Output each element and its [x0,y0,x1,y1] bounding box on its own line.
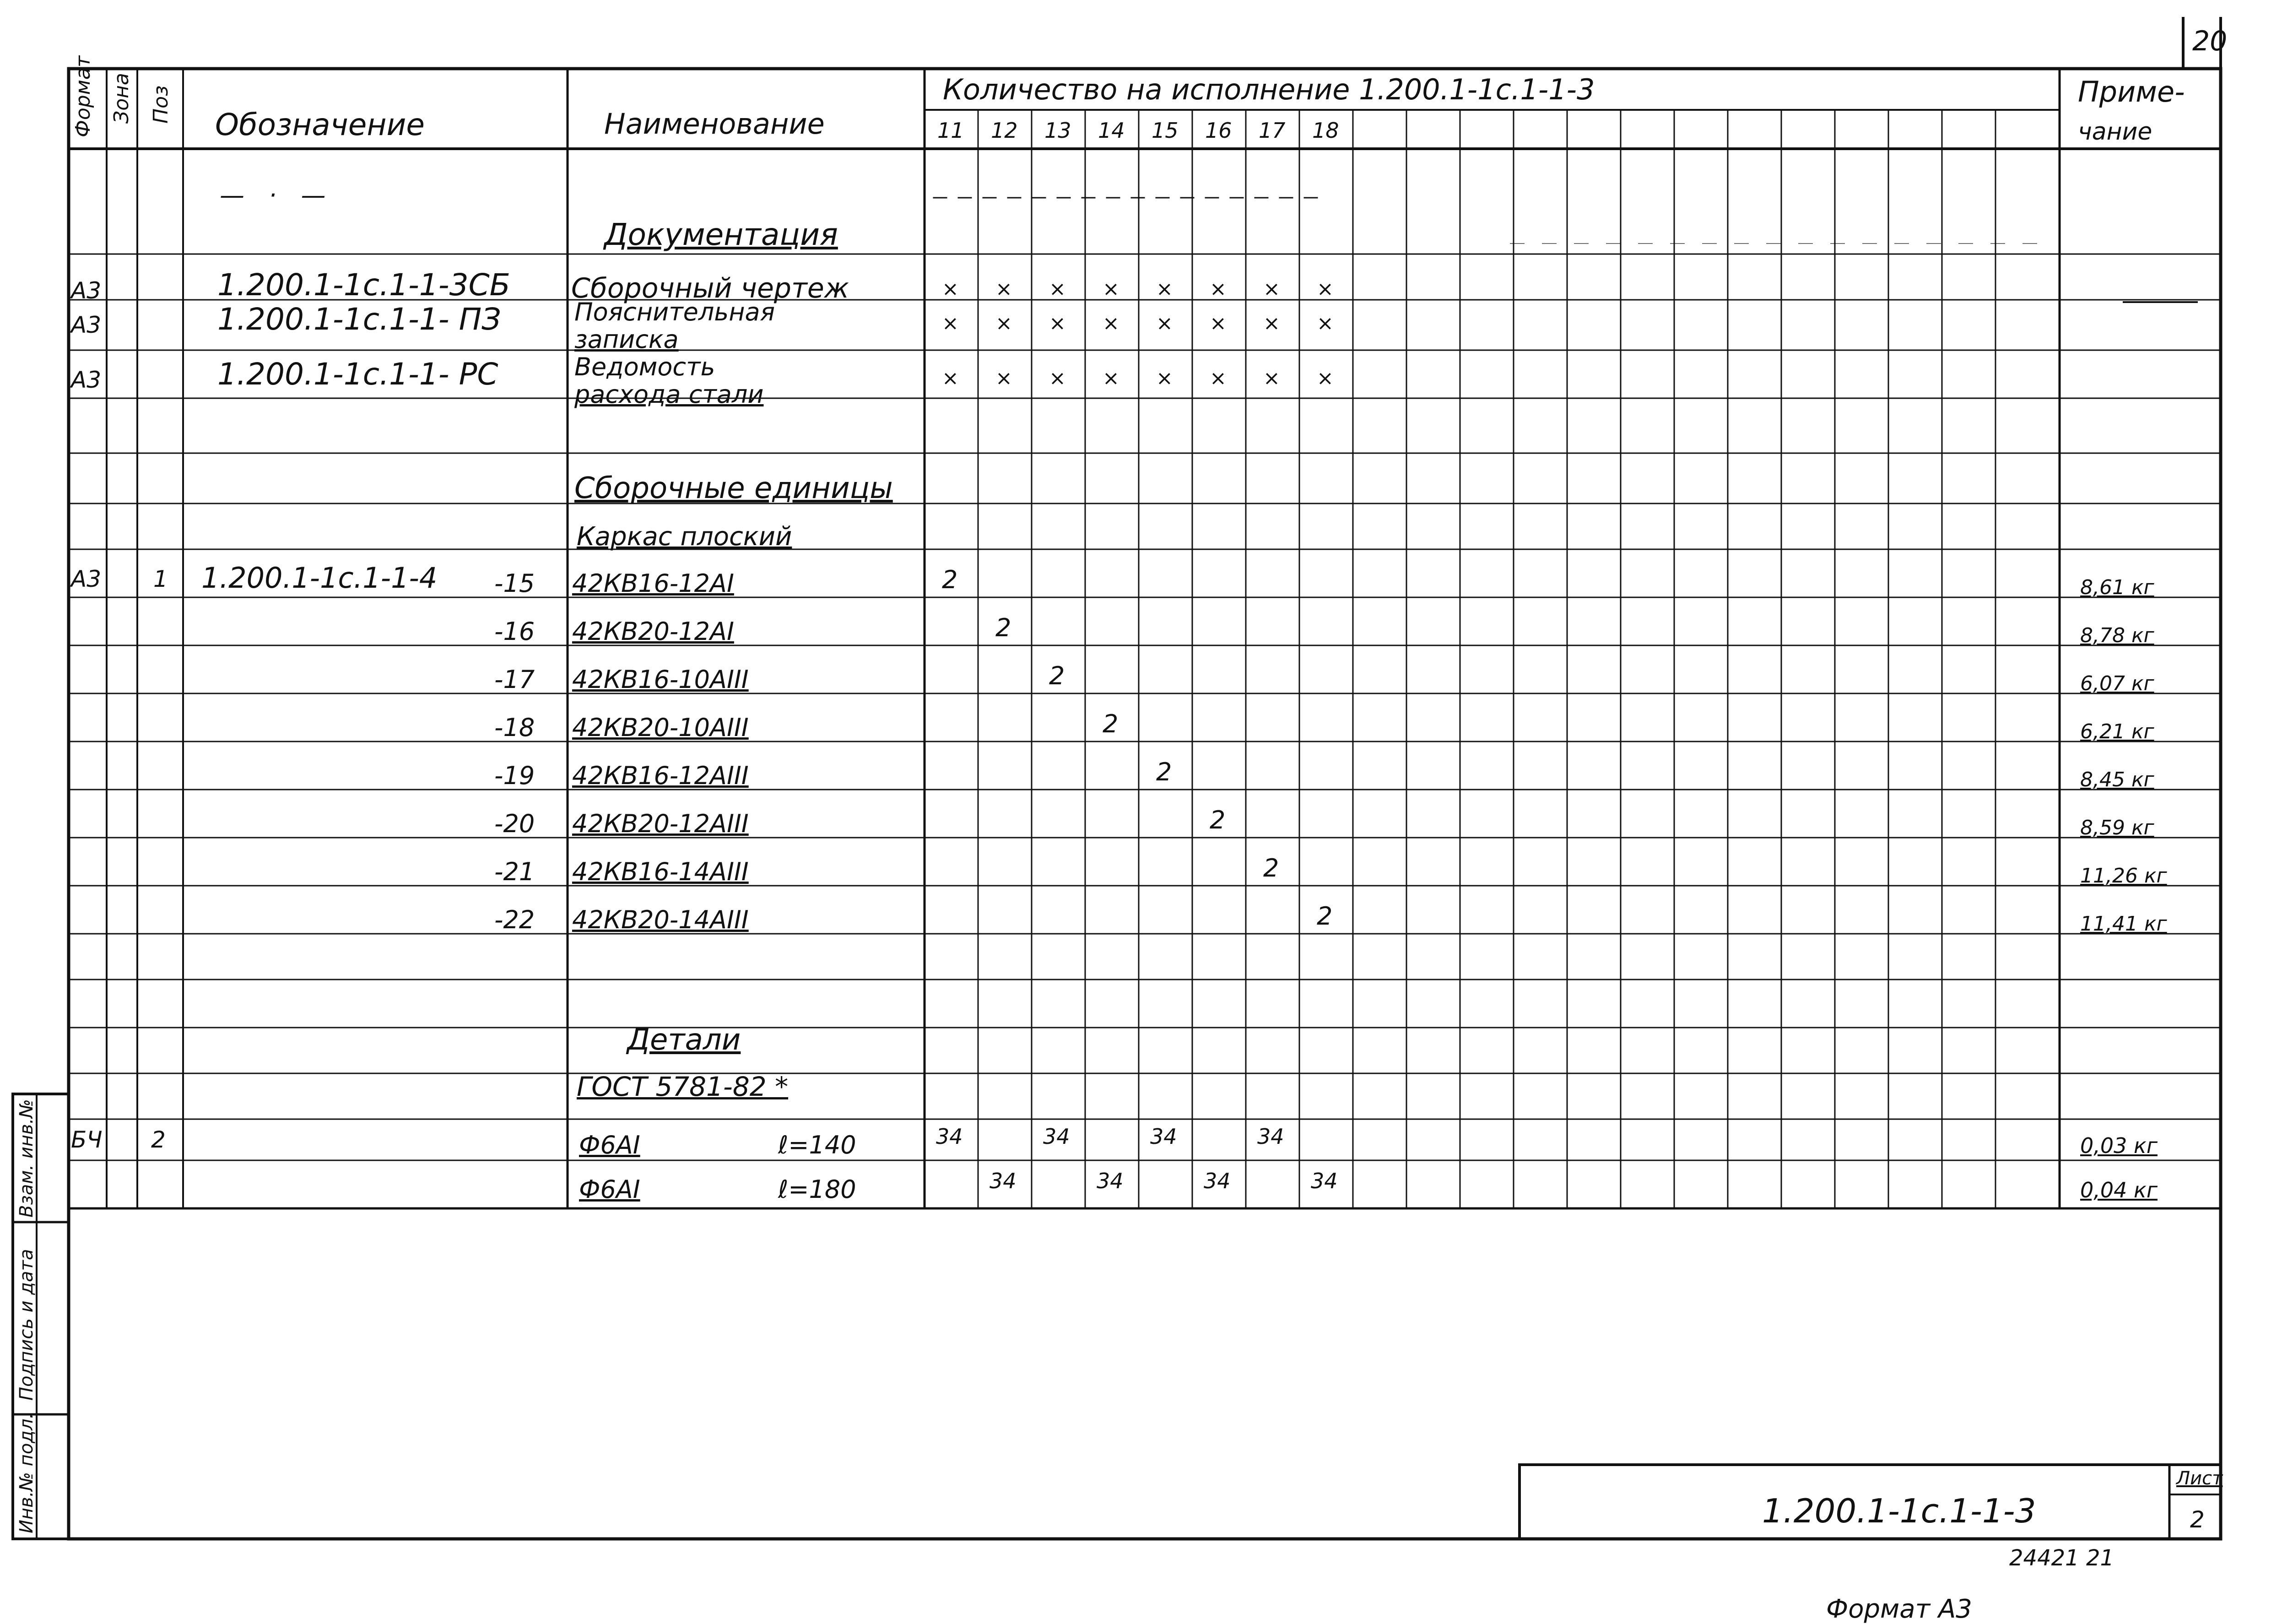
doc-mark: × [1049,312,1066,335]
frame-name: 42КВ16-12АIII [572,761,749,790]
frame-note: 8,78 кг [2080,624,2154,647]
part-pos: 2 [151,1126,166,1153]
doc-mark: × [1103,277,1119,301]
doc-designation: 1.200.1-1с.1-1- ПЗ [217,302,501,337]
section-assembly-units: Сборочные единицы [574,471,893,505]
frame-note: 8,61 кг [2080,576,2154,599]
doc-designation: 1.200.1-1с.1-1- РС [217,357,498,392]
side-stamp-replace: Взам. инв.№ [16,1099,37,1218]
frame-qty: 2 [1049,661,1065,690]
doc-name-line2: записка [574,325,679,354]
frame-suffix: -20 [494,809,535,838]
doc-name-line2: расхода стали [574,380,764,409]
doc-mark: × [1263,312,1280,335]
doc-mark: × [1156,277,1173,301]
frame-note: 6,07 кг [2080,672,2154,695]
frame-name: 42КВ20-10АIII [572,713,749,742]
part-note: 0,03 кг [2080,1133,2158,1158]
frame-suffix: -22 [494,905,535,934]
doc-mark: × [1049,367,1066,390]
bottom-numbers: 24421 21 [2009,1545,2114,1571]
frame-name: 42КВ16-12АI [572,569,734,598]
frame-suffix: -19 [494,761,535,790]
variant-header-14: 14 [1098,118,1125,143]
part-qty: 34 [990,1169,1017,1193]
part-qty: 34 [1150,1124,1177,1149]
doc-mark: × [1317,277,1334,301]
part-qty: 34 [1097,1169,1124,1193]
frame-name: 42КВ20-14АIII [572,905,749,934]
header-note-line1: Приме- [2078,75,2185,108]
frame-name: 42КВ20-12АIII [572,809,749,838]
doc-mark: × [1263,277,1280,301]
frame-qty: 2 [1317,902,1333,931]
doc-mark: × [1210,312,1227,335]
frame-qty: 2 [1103,709,1119,738]
part-format: БЧ [71,1126,103,1153]
header-format: Формат [71,55,95,137]
doc-format: А3 [71,312,102,338]
frame-note: 11,26 кг [2080,864,2167,888]
doc-mark: × [1156,312,1173,335]
frame-qty: 2 [1210,806,1226,834]
doc-mark: × [1103,367,1119,390]
doc-mark: × [1317,367,1334,390]
doc-mark: × [1317,312,1334,335]
doc-format: А3 [71,367,102,393]
variant-header-13: 13 [1044,118,1071,143]
part-qty: 34 [936,1124,963,1149]
frame-note: 6,21 кг [2080,720,2154,743]
header-zone: Зона [110,73,133,124]
doc-mark: × [942,312,959,335]
header-name: Наименование [604,107,825,141]
frame-note: 8,45 кг [2080,768,2154,791]
variant-header-17: 17 [1259,118,1286,143]
frame-suffix: -15 [494,569,535,598]
frame-pos: 1 [153,566,168,592]
doc-mark: × [1049,277,1066,301]
doc-name: Сборочный чертеж [571,272,849,304]
frame-name: 42КВ16-14АIII [572,857,749,886]
title-block-sheet-number: 2 [2190,1506,2205,1533]
frame-name: 42КВ20-12АI [572,617,734,646]
variant-header-12: 12 [991,118,1018,143]
part-name: Ф6АI [579,1175,640,1204]
doc-mark: × [942,367,959,390]
section-parts: Детали [627,1023,741,1057]
frame-format: А3 [71,566,102,592]
doc-mark: × [995,367,1012,390]
doc-mark: × [1210,277,1227,301]
frame-qty: 2 [1156,758,1172,786]
doc-name-line1: Пояснительная [574,298,775,326]
section-gost: ГОСТ 5781-82 * [577,1071,789,1102]
frame-suffix: -18 [494,713,535,742]
frame-qty: 2 [942,565,958,594]
part-length: ℓ=180 [778,1175,856,1204]
sheet-corner-number: 20 [2192,25,2228,57]
frame-qty: 2 [1263,854,1279,882]
doc-format: А3 [71,277,102,304]
doc-name-line1: Ведомость [574,352,715,381]
doc-mark: × [1263,367,1280,390]
section-documentation: Документация [604,217,838,252]
variant-header-18: 18 [1312,118,1339,143]
doc-mark: × [995,277,1012,301]
dash-mark: — · — [220,181,334,210]
part-name: Ф6АI [579,1131,640,1159]
doc-mark: × [942,277,959,301]
part-note: 0,04 кг [2080,1178,2158,1202]
format-caption: Формат А3 [1826,1594,1972,1624]
part-qty: 34 [1257,1124,1284,1149]
header-designation: Обозначение [215,107,425,142]
frame-suffix: -21 [494,857,535,886]
doc-mark: × [1103,312,1119,335]
frame-note: 11,41 кг [2080,912,2167,936]
header-pos: Поз [149,85,173,124]
part-qty: 34 [1043,1124,1070,1149]
frame-name: 42КВ16-10АIII [572,665,749,694]
doc-mark: × [1156,367,1173,390]
frame-suffix: -16 [494,617,535,646]
frame-note: 8,59 кг [2080,816,2154,839]
title-block-sheet-label: Лист [2176,1468,2223,1489]
section-frame: Каркас плоский [577,522,792,552]
frame-designation: 1.200.1-1с.1-1-4 [201,561,438,595]
variant-header-15: 15 [1152,118,1179,143]
header-quantity-title: Количество на исполнение 1.200.1-1с.1-1-3 [943,73,1595,106]
side-stamp-inv: Инв.№ подл. [16,1413,37,1533]
variant-header-16: 16 [1205,118,1232,143]
title-block-designation: 1.200.1-1с.1-1-3 [1762,1492,2036,1530]
side-stamp-signature: Подпись и дата [16,1249,37,1401]
variant-header-11: 11 [937,118,964,143]
frame-qty: 2 [995,613,1011,642]
doc-mark: × [1210,367,1227,390]
doc-designation: 1.200.1-1с.1-1-3СБ [217,267,510,303]
part-length: ℓ=140 [778,1131,856,1159]
part-qty: 34 [1311,1169,1338,1193]
doc-mark: × [995,312,1012,335]
part-qty: 34 [1204,1169,1231,1193]
header-note-line2: чание [2078,118,2152,146]
frame-suffix: -17 [494,665,535,694]
